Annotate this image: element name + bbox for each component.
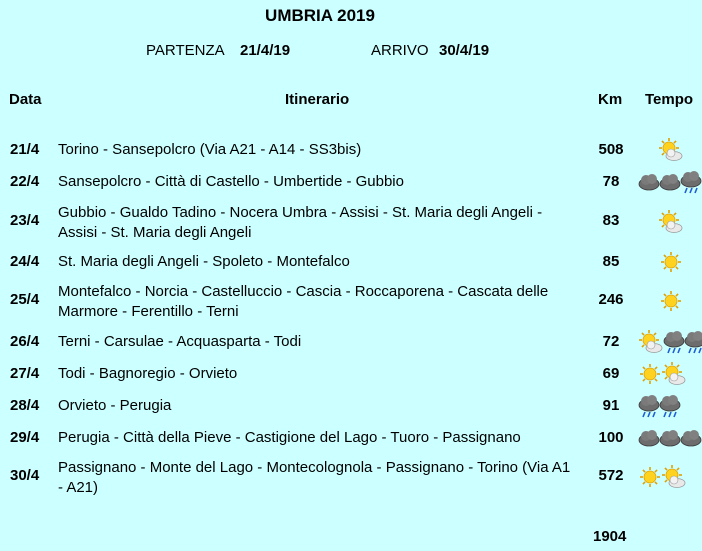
row-km: 100 <box>598 429 624 446</box>
partly-cloudy-icon <box>661 464 687 490</box>
row-date: 21/4 <box>10 141 40 158</box>
table-row <box>0 139 702 161</box>
row-date: 24/4 <box>10 253 40 270</box>
row-date: 26/4 <box>10 333 40 350</box>
table-row <box>0 427 702 449</box>
row-itinerary: Torino - Sansepolcro (Via A21 - A14 - SS3bis) <box>58 141 362 158</box>
rain-icon <box>663 329 685 355</box>
row-weather <box>638 423 702 453</box>
row-weather <box>638 359 702 389</box>
table-row <box>0 251 702 273</box>
row-km: 85 <box>602 253 620 270</box>
rain-icon <box>659 393 681 419</box>
partly-cloudy-icon <box>658 137 684 163</box>
row-date: 30/4 <box>10 467 40 484</box>
header-weather: Tempo <box>645 91 694 108</box>
arrival-date: 30/4/19 <box>439 42 490 59</box>
table-row <box>0 171 702 193</box>
page-title: UMBRIA 2019 <box>265 6 375 25</box>
row-itinerary: St. Maria degli Angeli - Spoleto - Montefalco <box>58 253 350 270</box>
partly-cloudy-icon <box>638 329 664 355</box>
row-date: 25/4 <box>10 291 40 308</box>
table-row <box>0 363 702 385</box>
row-weather <box>638 135 702 165</box>
row-date: 23/4 <box>10 212 40 229</box>
row-date: 22/4 <box>10 173 40 190</box>
cloudy-icon <box>659 425 681 451</box>
sunny-icon <box>638 361 662 387</box>
partly-cloudy-icon <box>661 361 687 387</box>
row-km: 83 <box>602 212 620 229</box>
row-date: 28/4 <box>10 397 40 414</box>
arrival-label: ARRIVO <box>371 42 429 59</box>
row-weather <box>638 391 702 421</box>
row-weather <box>638 327 702 357</box>
row-itinerary: Passignano - Monte del Lago - Montecolognola - Passignano - Torino (Via A1 - A21) <box>58 459 571 496</box>
cloudy-icon <box>638 169 660 195</box>
sunny-icon <box>659 288 683 314</box>
total-km: 1904 <box>593 528 627 545</box>
row-weather <box>638 286 702 316</box>
row-itinerary: Sansepolcro - Città di Castello - Umbertide - Gubbio <box>58 173 404 190</box>
row-itinerary: Terni - Carsulae - Acquasparta - Todi <box>58 333 302 350</box>
row-km: 72 <box>602 333 620 350</box>
rain-icon <box>638 393 660 419</box>
row-itinerary: Gubbio - Gualdo Tadino - Nocera Umbra - Assisi - St. Maria degli Angeli - Assisi - St. Maria degli Angeli <box>58 204 543 241</box>
cloudy-icon <box>659 169 681 195</box>
row-weather <box>638 247 702 277</box>
sunny-icon <box>659 249 683 275</box>
rain-icon <box>680 169 702 195</box>
row-date: 27/4 <box>10 365 40 382</box>
row-weather <box>638 167 702 197</box>
departure-date: 21/4/19 <box>240 42 291 59</box>
rain-icon <box>684 329 702 355</box>
row-km: 69 <box>602 365 620 382</box>
table-row <box>0 457 702 499</box>
row-weather <box>638 462 702 492</box>
partly-cloudy-icon <box>658 209 684 235</box>
row-km: 78 <box>602 173 620 190</box>
row-km: 91 <box>602 397 620 414</box>
row-itinerary: Perugia - Città della Pieve - Castigione del Lago - Tuoro - Passignano <box>58 429 521 446</box>
row-km: 508 <box>598 141 624 158</box>
row-itinerary: Orvieto - Perugia <box>58 397 172 414</box>
table-row <box>0 281 702 323</box>
sunny-icon <box>638 464 662 490</box>
row-weather <box>638 207 702 237</box>
table-row <box>0 395 702 417</box>
row-km: 572 <box>598 467 624 484</box>
departure-label: PARTENZA <box>146 42 225 59</box>
row-itinerary: Montefalco - Norcia - Castelluccio - Cascia - Roccaporena - Cascata delle Marmore - Ferentillo - Terni <box>58 283 549 320</box>
table-row <box>0 202 702 244</box>
cloudy-icon <box>680 425 702 451</box>
row-km: 246 <box>598 291 624 308</box>
row-date: 29/4 <box>10 429 40 446</box>
table-row <box>0 331 702 353</box>
header-km: Km <box>598 91 623 108</box>
header-date: Data <box>9 91 42 108</box>
row-itinerary: Todi - Bagnoregio - Orvieto <box>58 365 238 382</box>
header-itinerary: Itinerario <box>285 91 350 108</box>
cloudy-icon <box>638 425 660 451</box>
